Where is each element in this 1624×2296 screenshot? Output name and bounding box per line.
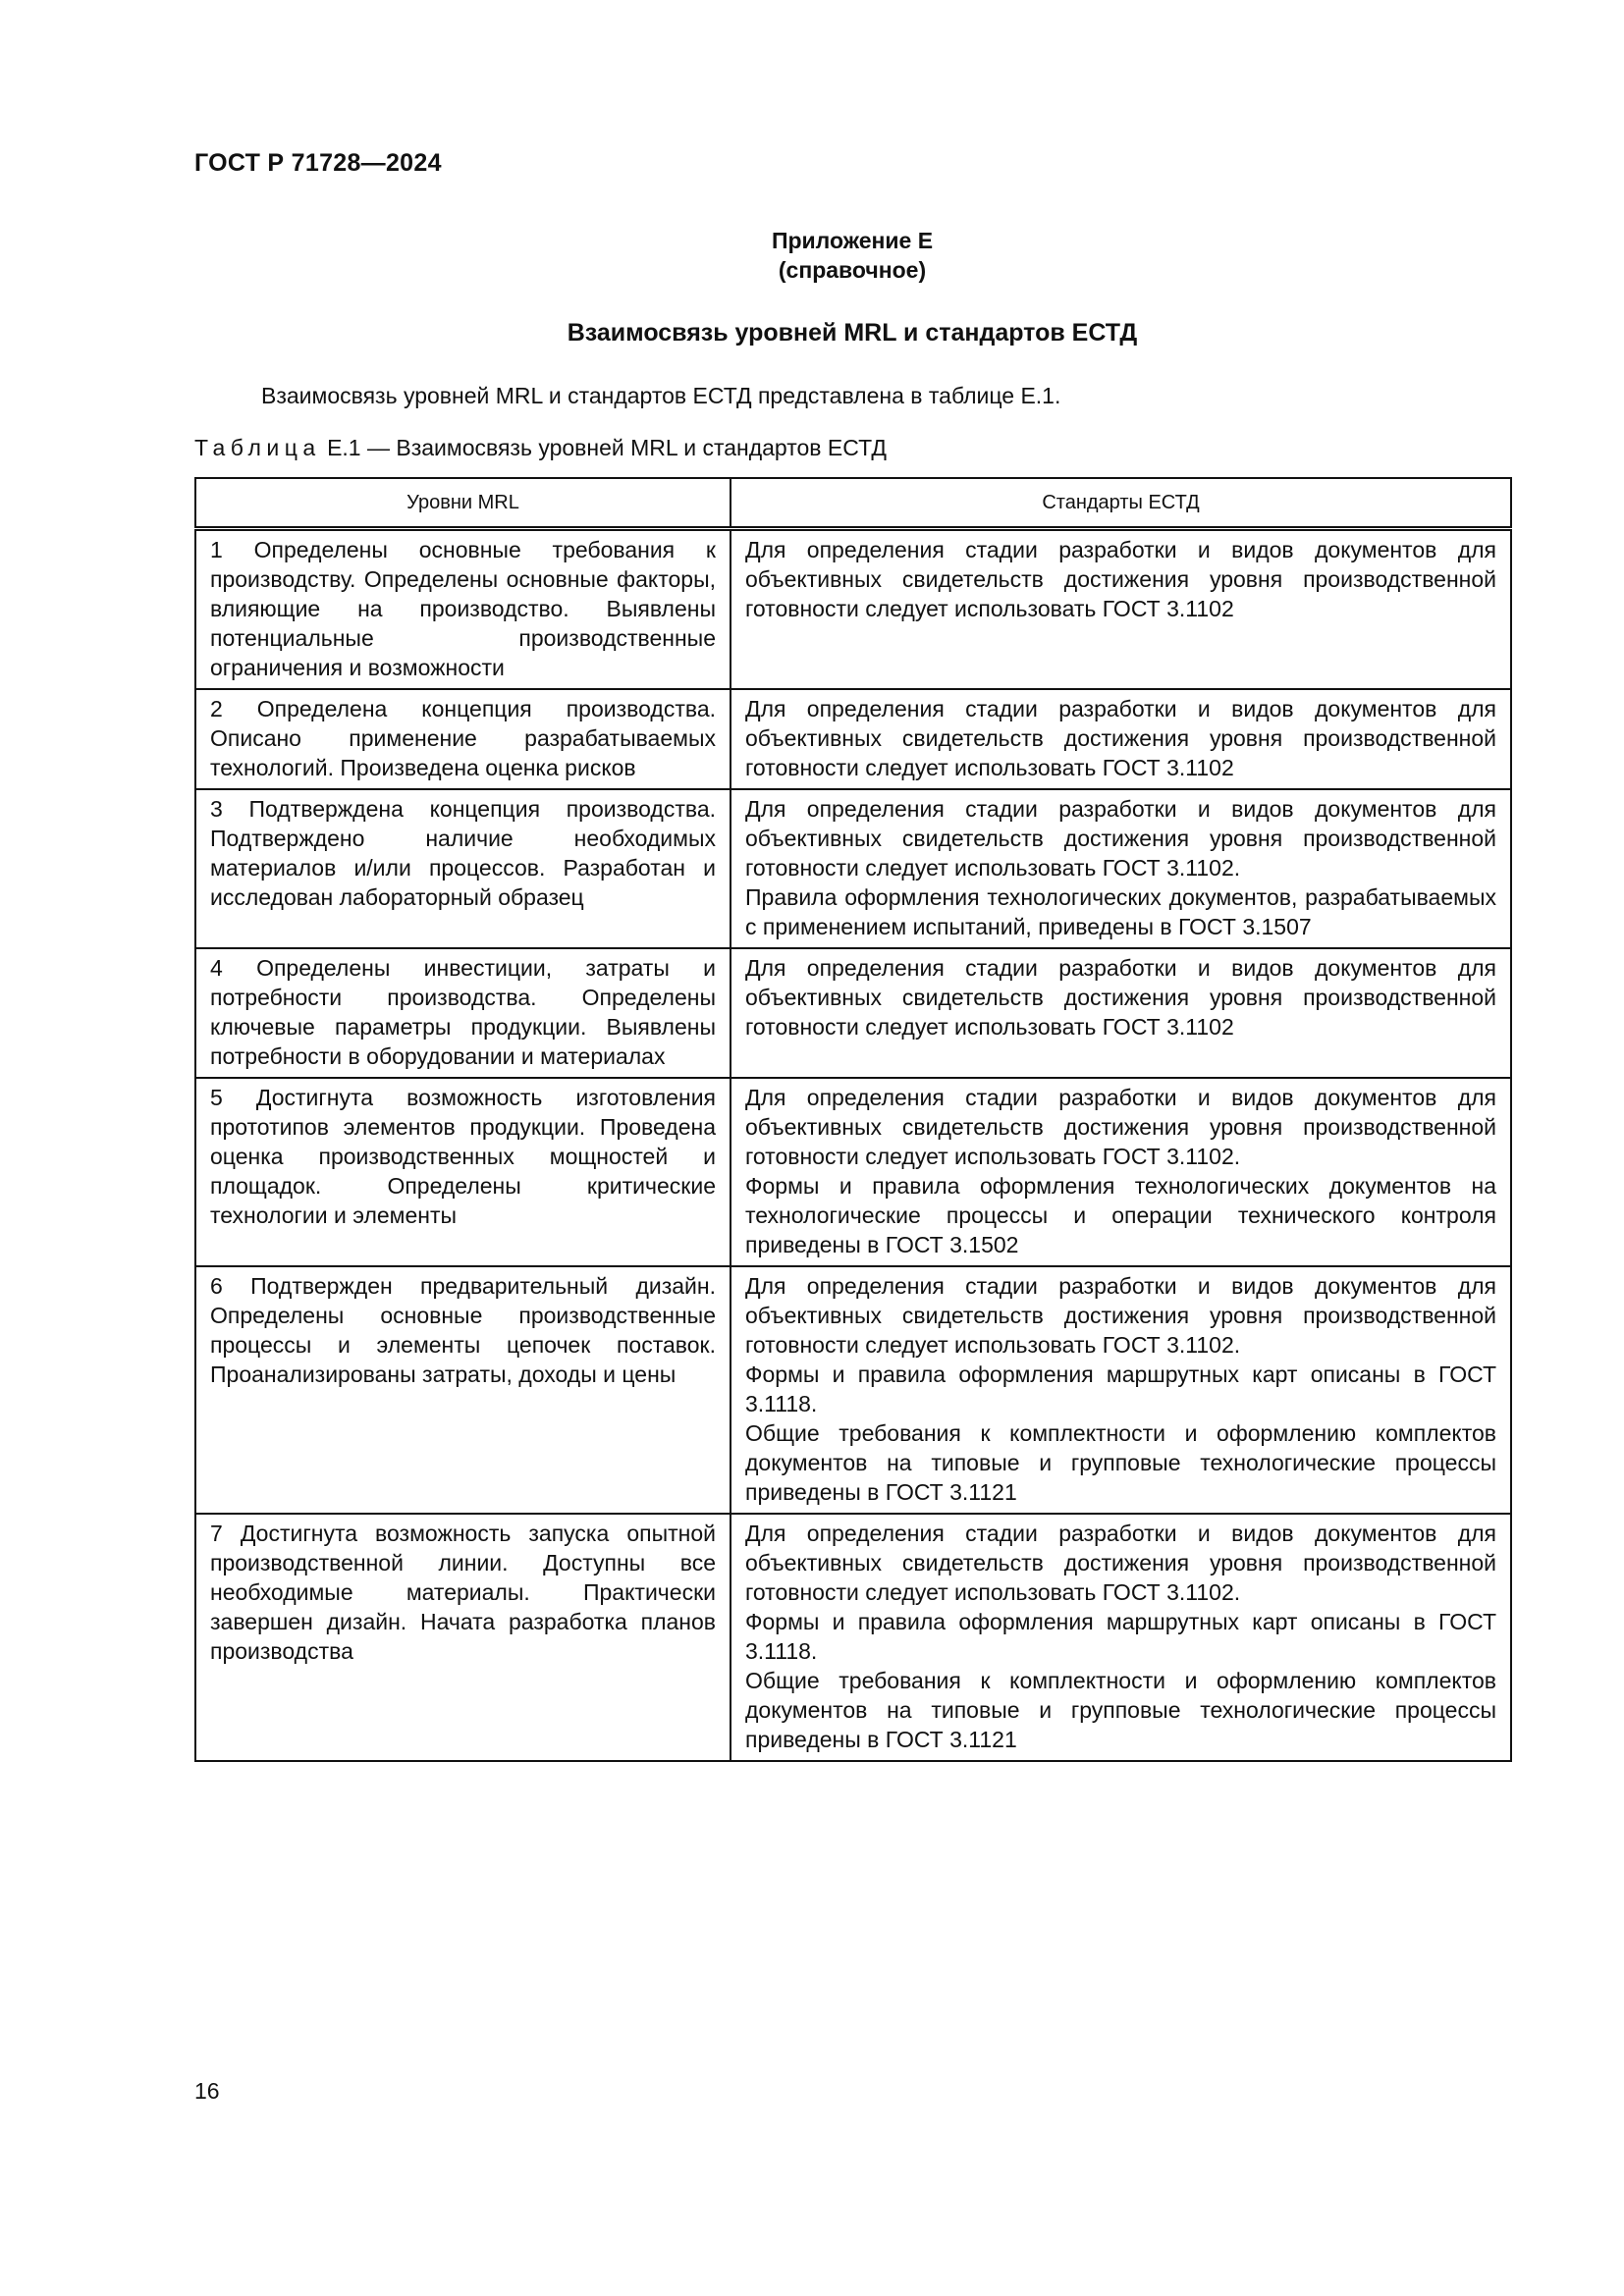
estd-standards-cell xyxy=(731,689,1511,789)
standard-paragraph: Общие требования к комплектности и оформлению комплектов документов на типовые и групповые технологические процессы приведены в ГОСТ 3.1121 xyxy=(745,1668,1496,1752)
mrl-level-cell: 6 Подтвержден предварительный дизайн. Определены основные производственные процессы и элементы цепочек поставок. Проанализированы затраты, доходы и цены xyxy=(195,1266,731,1514)
column-header-estd-standards: Стандарты ЕСТД xyxy=(731,478,1511,529)
standard-paragraph: Для определения стадии разработки и видов документов для объективных свидетельств достижения уровня производственной готовности следует использовать ГОСТ 3.1102. xyxy=(745,1085,1496,1169)
standard-paragraph: Для определения стадии разработки и видов документов для объективных свидетельств достижения уровня производственной готовности следует использовать ГОСТ 3.1102. xyxy=(745,796,1496,881)
standard-paragraph: Общие требования к комплектности и оформлению комплектов документов на типовые и групповые технологические процессы приведены в ГОСТ 3.1121 xyxy=(745,1420,1496,1505)
standard-paragraph: Для определения стадии разработки и видов документов для объективных свидетельств достижения уровня производственной готовности следует использовать ГОСТ 3.1102 xyxy=(745,537,1496,621)
table-caption-text: Е.1 — Взаимосвязь уровней MRL и стандартов ЕСТД xyxy=(320,435,887,460)
table-header-row xyxy=(195,478,1511,529)
estd-standards-cell xyxy=(731,789,1511,948)
table-body xyxy=(195,529,1511,1762)
appendix-kind: (справочное) xyxy=(778,257,927,283)
standard-paragraph: Формы и правила оформления маршрутных карт описаны в ГОСТ 3.1118. xyxy=(745,1362,1496,1416)
estd-standards-cell xyxy=(731,1514,1511,1761)
section-title: Взаимосвязь уровней MRL и стандартов ЕСТД xyxy=(567,319,1138,347)
estd-standards-cell xyxy=(731,529,1511,690)
standard-paragraph: Для определения стадии разработки и видов документов для объективных свидетельств достижения уровня производственной готовности следует использовать ГОСТ 3.1102 xyxy=(745,696,1496,780)
mrl-level-cell: 3 Подтверждена концепция производства. Подтверждено наличие необходимых материалов и/или процессов. Разработан и исследован лабораторный образец xyxy=(195,789,731,948)
mrl-level-cell: 5 Достигнута возможность изготовления прототипов элементов продукции. Проведена оценка производственных мощностей и площадок. Определены критические технологии и элементы xyxy=(195,1078,731,1266)
standard-paragraph: Формы и правила оформления маршрутных карт описаны в ГОСТ 3.1118. xyxy=(745,1609,1496,1664)
standard-paragraph: Правила оформления технологических документов, разрабатываемых с применением испытаний, приведены в ГОСТ 3.1507 xyxy=(745,884,1496,939)
table-row xyxy=(195,789,1511,948)
standard-paragraph: Для определения стадии разработки и видов документов для объективных свидетельств достижения уровня производственной готовности следует использовать ГОСТ 3.1102. xyxy=(745,1521,1496,1605)
document-code: ГОСТ Р 71728—2024 xyxy=(194,149,442,177)
appendix-label: Приложение Е xyxy=(771,228,934,253)
table-caption xyxy=(194,435,887,461)
table-row xyxy=(195,1266,1511,1514)
page-number: 16 xyxy=(194,2078,220,2104)
column-header-mrl-levels: Уровни MRL xyxy=(195,478,731,529)
standard-paragraph: Для определения стадии разработки и видов документов для объективных свидетельств достижения уровня производственной готовности следует использовать ГОСТ 3.1102 xyxy=(745,955,1496,1040)
appendix-heading xyxy=(194,226,1510,285)
estd-standards-cell xyxy=(731,1266,1511,1514)
table-row xyxy=(195,529,1511,690)
mrl-level-cell: 7 Достигнута возможность запуска опытной производственной линии. Доступны все необходимые материалы. Практически завершен дизайн. Начата разработка планов производства xyxy=(195,1514,731,1761)
estd-standards-cell xyxy=(731,948,1511,1078)
table-row xyxy=(195,948,1511,1078)
table-row xyxy=(195,1514,1511,1761)
mrl-standards-table xyxy=(194,477,1512,1762)
mrl-level-cell: 2 Определена концепция производства. Описано применение разрабатываемых технологий. Произведена оценка рисков xyxy=(195,689,731,789)
intro-paragraph: Взаимосвязь уровней MRL и стандартов ЕСТД представлена в таблице Е.1. xyxy=(261,383,1061,408)
table-row xyxy=(195,1078,1511,1266)
standard-paragraph: Формы и правила оформления технологических документов на технологические процессы и операции технического контроля приведены в ГОСТ 3.1502 xyxy=(745,1173,1496,1257)
estd-standards-cell xyxy=(731,1078,1511,1266)
standard-paragraph: Для определения стадии разработки и видов документов для объективных свидетельств достижения уровня производственной готовности следует использовать ГОСТ 3.1102. xyxy=(745,1273,1496,1358)
table-caption-prefix: Таблица xyxy=(194,435,321,460)
mrl-level-cell: 1 Определены основные требования к производству. Определены основные факторы, влияющие на производство. Выявлены потенциальные производственные ограничения и возможности xyxy=(195,529,731,690)
table-row xyxy=(195,689,1511,789)
mrl-level-cell: 4 Определены инвестиции, затраты и потребности производства. Определены ключевые параметры продукции. Выявлены потребности в оборудовании и материалах xyxy=(195,948,731,1078)
